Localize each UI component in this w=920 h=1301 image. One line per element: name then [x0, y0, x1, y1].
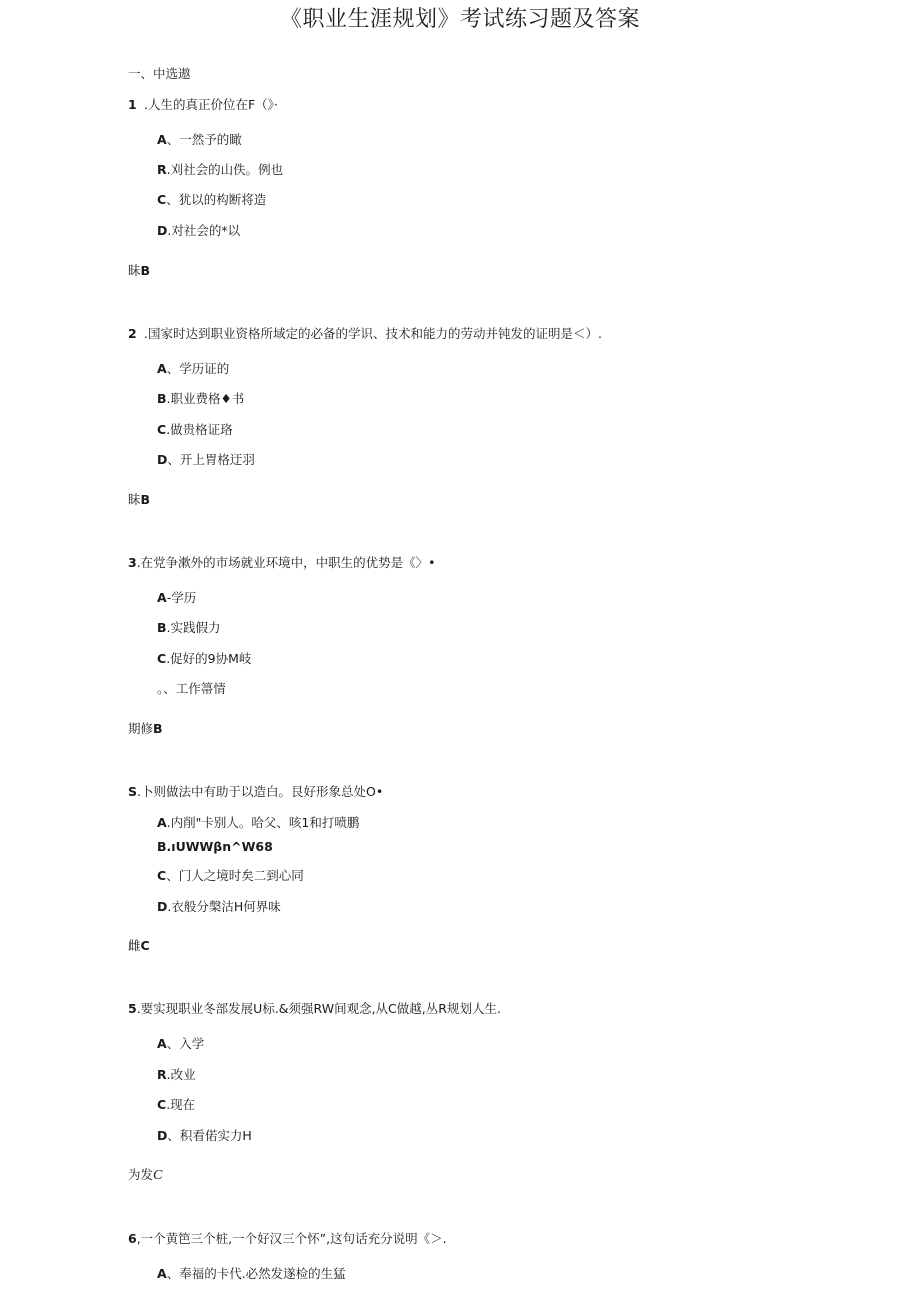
- answer-prefix: 眛: [128, 263, 141, 278]
- option-text: .改业: [166, 1067, 196, 1082]
- question-6: [128, 1229, 447, 1247]
- option-letter: R: [157, 162, 167, 177]
- option-item: [157, 1065, 196, 1083]
- option-letter: D: [157, 223, 168, 238]
- option-text: 、犹以的构断将造: [166, 192, 267, 207]
- question-text: ,一个黄笆三个桩,一个好汉三个怀”,这句话充分说明《＞.: [136, 1231, 447, 1246]
- answer-letter: C: [153, 1168, 163, 1183]
- option-text: 、开上胃格迂羽: [167, 452, 255, 467]
- option-item: [157, 897, 281, 915]
- option-letter: R: [157, 1067, 167, 1082]
- option-letter: A: [157, 815, 167, 830]
- option-item: [157, 389, 244, 407]
- option-letter: A: [157, 132, 167, 147]
- answer-line: [128, 490, 150, 508]
- option-item: [157, 1264, 346, 1282]
- option-text: 、学历证的: [166, 361, 230, 376]
- option-text: 、一然予的瞰: [166, 132, 242, 147]
- answer-letter: C: [140, 938, 150, 953]
- answer-line: [128, 1165, 162, 1184]
- question-2: [128, 324, 602, 342]
- document-title: 《职业生涯规划》考试练习题及答案: [279, 7, 640, 32]
- option-text: .职业费格♦书: [166, 391, 245, 406]
- option-letter: C: [157, 868, 167, 883]
- question-number: 3: [128, 555, 137, 570]
- option-letter: C: [157, 1097, 167, 1112]
- question-text: .国家时达到职业资格所域定的必备的学识、技术和能力的劳动并钝发的证明是＜）.: [144, 326, 602, 341]
- question-number: 5: [128, 1001, 137, 1016]
- option-item: [157, 160, 283, 178]
- option-text: .实践假力: [166, 620, 221, 635]
- option-text: 、门人之境时矣二到心同: [166, 868, 304, 883]
- answer-line: [128, 936, 150, 954]
- answer-prefix: 雌: [128, 938, 141, 953]
- option-letter: A: [157, 361, 167, 376]
- answer-line: [128, 719, 163, 737]
- option-text: 、奉福的卡代.必然发遂检的生猛: [166, 1266, 346, 1281]
- answer-prefix: 为发: [128, 1167, 154, 1182]
- question-text: .要实现职业冬部发展U标.&须强RW间观念,从C做越,丛R规划人生.: [136, 1001, 501, 1016]
- question-number: 6: [128, 1231, 137, 1246]
- question-text: .在党争漱外的市场就业环境中，中职生的优势是《〉•: [136, 555, 436, 570]
- option-item: [157, 866, 304, 884]
- option-letter: A: [157, 1036, 167, 1051]
- option-item: [157, 359, 229, 377]
- question-number: 2: [128, 326, 137, 341]
- answer-letter: B: [153, 721, 163, 736]
- option-item: [157, 190, 266, 208]
- option-item: [157, 1126, 252, 1144]
- option-text: 、入学: [166, 1036, 205, 1051]
- option-letter: D: [157, 1128, 168, 1143]
- question-number: S: [128, 784, 138, 799]
- option-item: [157, 1095, 195, 1113]
- question-5: [128, 999, 501, 1017]
- answer-line: [128, 261, 150, 279]
- question-1: [128, 95, 278, 113]
- question-3: [128, 553, 436, 571]
- option-letter: 。: [157, 681, 164, 696]
- option-letter: A: [157, 1266, 167, 1281]
- answer-letter: B: [140, 263, 151, 278]
- option-item: [157, 839, 273, 854]
- option-text: .对社会的*以: [167, 223, 241, 238]
- question-number: 1: [128, 97, 137, 112]
- option-text: .内削"卡别人。哈父、咳1和打喷鹏: [166, 815, 360, 830]
- option-text: .现在: [166, 1097, 196, 1112]
- option-letter: C: [157, 192, 167, 207]
- option-text: .做贵格证珞: [166, 422, 233, 437]
- question-text: .人生的真正价位在F（》·: [144, 97, 278, 112]
- option-item: [157, 679, 226, 697]
- question-4: [128, 782, 383, 800]
- option-letter: D: [157, 452, 168, 467]
- option-item: [157, 618, 221, 636]
- option-text: .衣般分槃沽H何界味: [167, 899, 281, 914]
- option-text: 、积看偌实力H: [167, 1128, 252, 1143]
- option-letter: C: [157, 651, 167, 666]
- option-item: [157, 420, 233, 438]
- option-item: [157, 649, 251, 667]
- option-letter: D: [157, 899, 168, 914]
- option-item: [157, 813, 359, 831]
- option-item: [157, 221, 240, 239]
- option-item: [157, 1034, 204, 1052]
- option-text: .ıUWWβn^W68: [166, 839, 273, 854]
- answer-prefix: 期修: [128, 721, 154, 736]
- option-letter: B: [157, 620, 167, 635]
- option-text: -学历: [166, 590, 197, 605]
- option-text: .促好的9协M岐: [166, 651, 252, 666]
- option-item: [157, 588, 196, 606]
- option-letter: B: [157, 839, 167, 854]
- option-text: .刈社会的山佚。例也: [166, 162, 284, 177]
- section-heading: 一、中选遨: [128, 66, 191, 81]
- option-item: [157, 130, 242, 148]
- option-letter: C: [157, 422, 167, 437]
- answer-prefix: 眛: [128, 492, 141, 507]
- option-item: [157, 450, 255, 468]
- option-letter: A: [157, 590, 167, 605]
- option-letter: B: [157, 391, 167, 406]
- option-text: 、工作箒情: [163, 681, 226, 696]
- question-text: .卜则做法中有助于以造白。艮好形象总处O•: [137, 784, 384, 799]
- answer-letter: B: [140, 492, 151, 507]
